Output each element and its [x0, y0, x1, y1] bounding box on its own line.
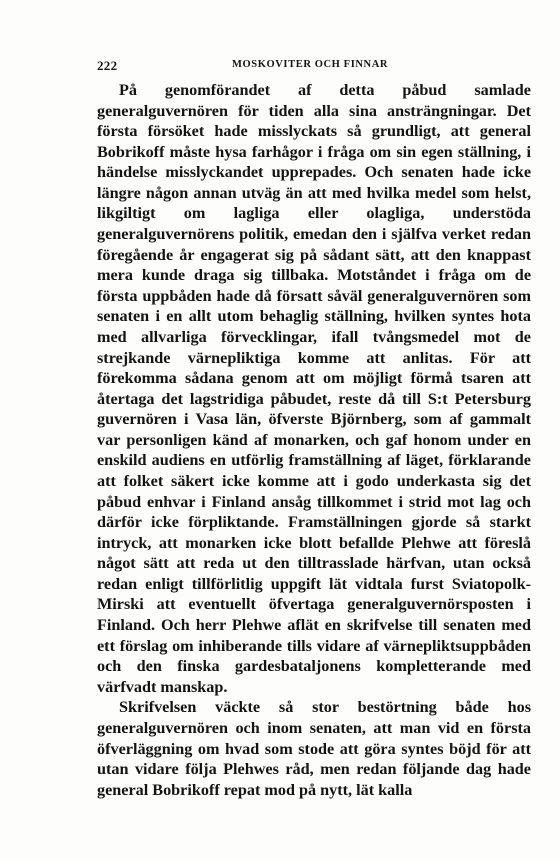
page-number: 222: [97, 58, 118, 73]
paragraph-2: Skrifvelsen väckte så stor bestörtning både hos generalguvernören och inom senaten, att man vid en första öfverläggning om hvad som stode att göra syntes böjd för att utan vidare följa Plehwes råd, men redan följande dag hade general Bobrikoff repat mod på nytt, lät kalla: [97, 698, 531, 799]
paragraph-1: På genomförandet af detta påbud samlade generalguvernören för tiden alla sina ansträngningar. Det första försöket hade misslyckats så grundligt, att general Bobrikoff måste hysa farhågor i fråga om sin egen ställning, i händelse misslyckandet upprepades. Och senaten hade icke längre någon annan utväg än att med hvilka medel som helst, likgiltigt om lagliga eller olagliga, understöda generalguvernörens politik, emedan den i själfva verket redan föregående år engagerat sig på sådant sätt, att den knappast mera kunde draga sig tillbaka. Motståndet i fråga om de första uppbåden hade då försatt såväl generalguvernören som senaten i en allt utom behaglig ställning, hvilken syntes hota med allvarliga förvecklingar, ifall tvångsmedel mot de strejkande värnepliktiga komme att anlitas. För att förekomma sådana genom att om möjligt förmå tsaren att återtaga det lagstridiga påbudet, reste då till S:t Petersburg guvernören i Vasa län, öfverste Björnberg, som af gammalt var personligen känd af monarken, och gaf honom under en enskild audiens en utförlig framställning af läget, förklarande att folket säkert icke komme att i godo underkasta sig det påbud enhvar i Finland ansåg tillkommet i strid mot lag och därför icke förpliktande. Framställningen gjorde så starkt intryck, att monarken icke blott befallde Plehwe att föreslå något sätt att reda ut den tilltrasslade härfvan, utan också redan enligt tillförlitlig uppgift lät vidtala furst Sviatopolk-Mirski att eventuellt öfvertaga generalguvernörsposten i Finland. Och herr Plehwe aflät en skrifvelse till senaten med ett förslag om inhiberande tills vidare af värnepliktsuppbåden och den finska gardesbataljonens kompletterande med värfvadt manskap.: [97, 81, 531, 696]
body-text: [97, 80, 531, 800]
page-header: [97, 58, 497, 76]
running-title: MOSKOVITER OCH FINNAR: [232, 59, 389, 70]
